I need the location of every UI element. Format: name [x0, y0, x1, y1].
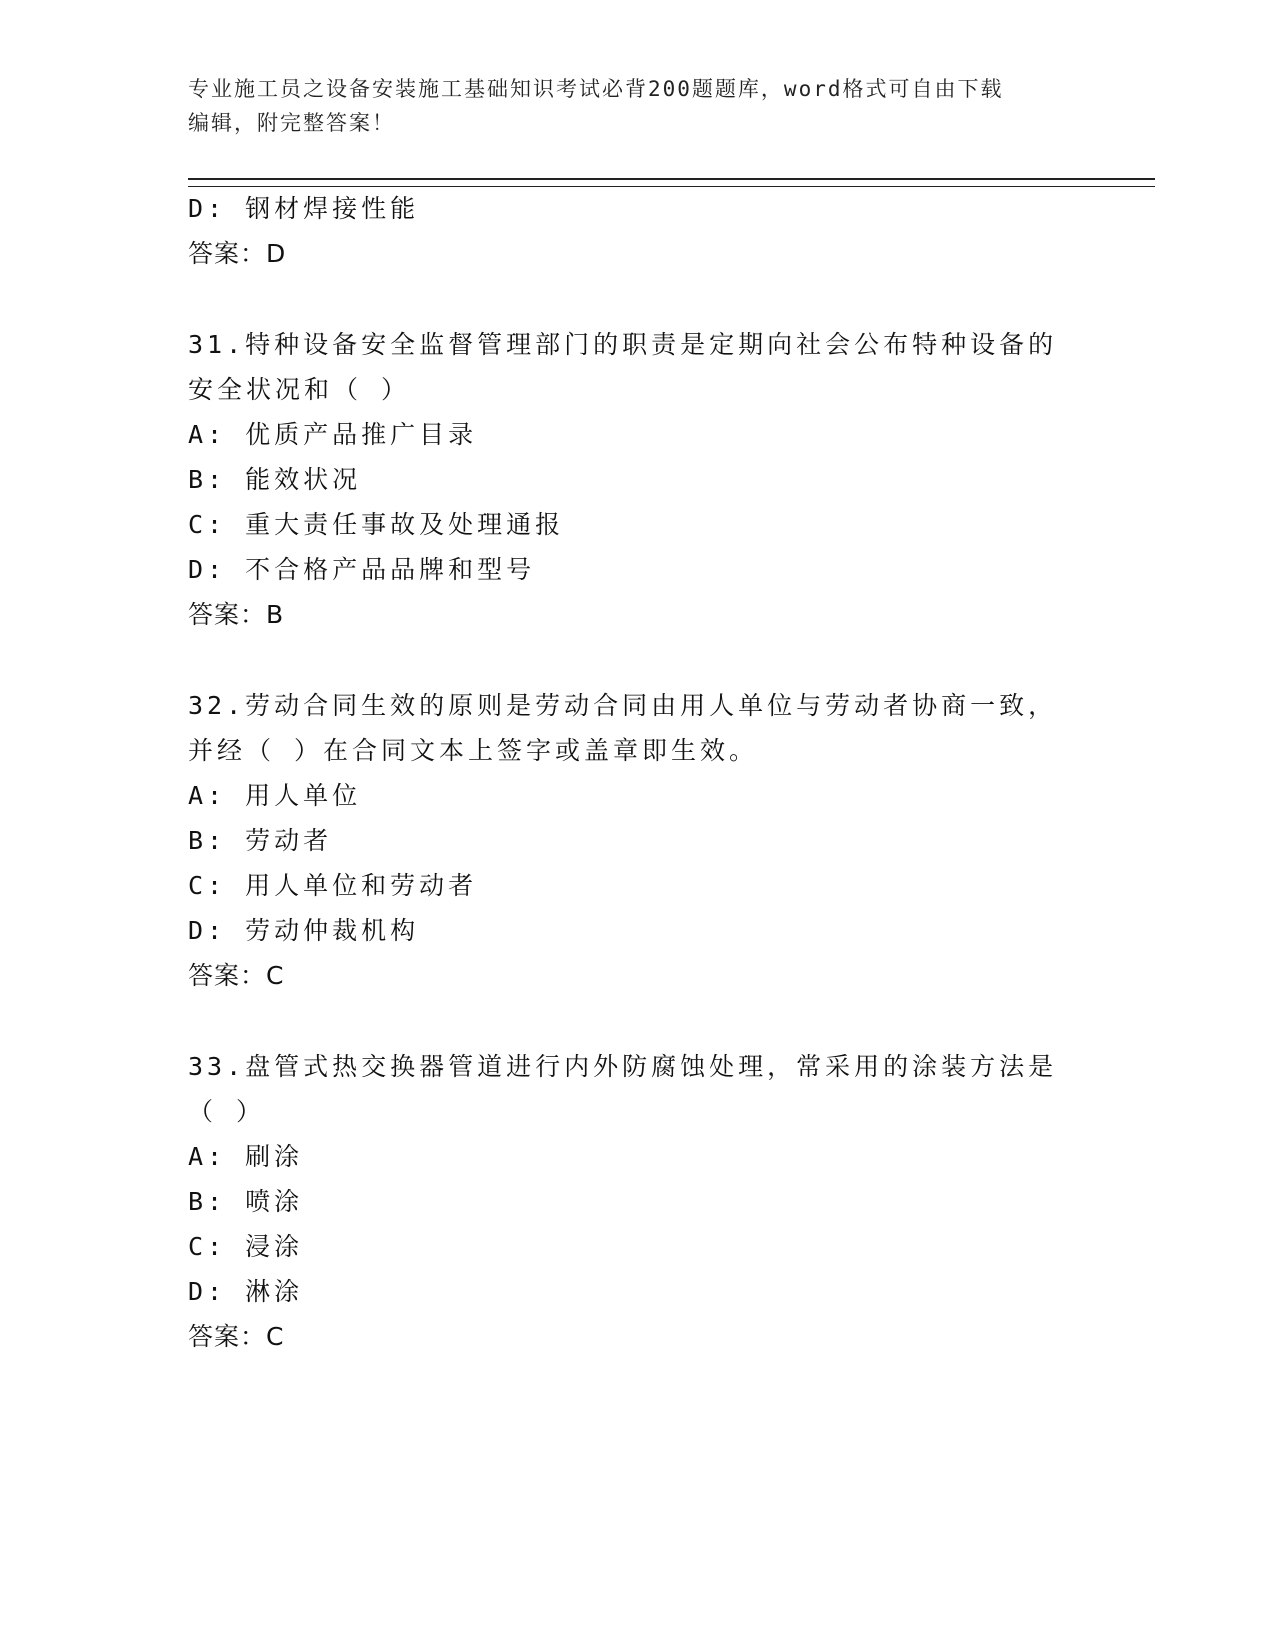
- document-header: [188, 72, 1068, 140]
- answer-line: 答案：C: [188, 1322, 285, 1351]
- question-32: [188, 683, 1088, 998]
- answer-line: 答案：B: [188, 600, 285, 629]
- option-c: C: 用人单位和劳动者: [188, 871, 478, 900]
- header-title-line-2: 编辑，附完整答案！: [188, 111, 395, 135]
- option-b: B: 劳动者: [188, 826, 333, 855]
- answer-line: 答案：D: [188, 239, 287, 268]
- document-body: [188, 186, 1088, 1359]
- option-c: C: 浸涂: [188, 1232, 304, 1261]
- carryover-question: [188, 186, 1088, 276]
- option-a: A: 刷涂: [188, 1142, 304, 1171]
- option-b: B: 喷涂: [188, 1187, 304, 1216]
- answer-line: 答案：C: [188, 961, 285, 990]
- option-d: D: 劳动仲裁机构: [188, 916, 420, 945]
- question-33: [188, 1044, 1088, 1359]
- option-d: D: 淋涂: [188, 1277, 304, 1306]
- question-stem: 32.劳动合同生效的原则是劳动合同由用人单位与劳动者协商一致，并经（ ）在合同文本上签字或盖章即生效。: [188, 691, 1058, 765]
- option-a: A: 用人单位: [188, 781, 362, 810]
- question-31: [188, 322, 1088, 637]
- option-a: A: 优质产品推广目录: [188, 420, 478, 449]
- option-d: D: 不合格产品品牌和型号: [188, 555, 536, 584]
- question-stem: 31.特种设备安全监督管理部门的职责是定期向社会公布特种设备的安全状况和（ ）: [188, 330, 1058, 404]
- question-stem: 33.盘管式热交换器管道进行内外防腐蚀处理，常采用的涂装方法是（ ）: [188, 1052, 1058, 1126]
- option-d: D: 钢材焊接性能: [188, 194, 420, 223]
- option-c: C: 重大责任事故及处理通报: [188, 510, 565, 539]
- option-b: B: 能效状况: [188, 465, 362, 494]
- header-title-line-1: 专业施工员之设备安装施工基础知识考试必背200题题库，word格式可自由下载: [188, 77, 1004, 101]
